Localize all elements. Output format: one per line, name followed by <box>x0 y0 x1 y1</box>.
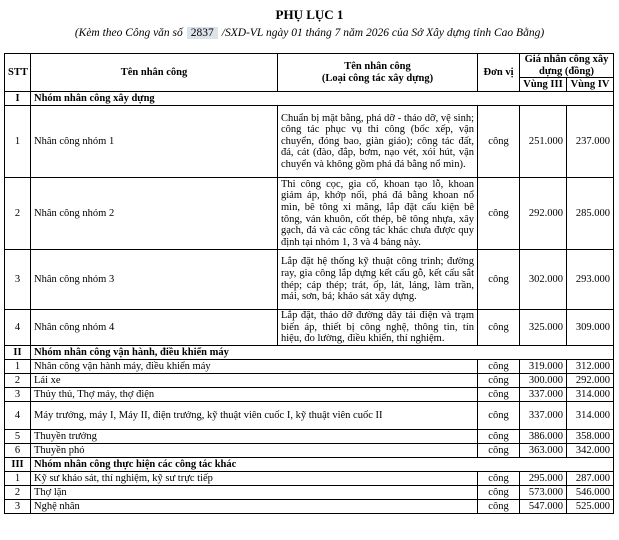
row-stt: 6 <box>5 444 31 458</box>
row-name: Lái xe <box>31 374 478 388</box>
row-zone-4: 314.000 <box>567 388 614 402</box>
row-zone-3: 251.000 <box>520 106 567 178</box>
row-stt: 5 <box>5 430 31 444</box>
row-zone-4: 293.000 <box>567 250 614 310</box>
row-unit: công <box>478 500 520 514</box>
page-title: PHỤ LỤC 1 <box>275 7 344 22</box>
row-zone-4: 312.000 <box>567 360 614 374</box>
row-unit: công <box>478 250 520 310</box>
row-zone-3: 292.000 <box>520 178 567 250</box>
section-title: Nhóm nhân công vận hành, điều khiển máy <box>31 346 614 360</box>
table-row <box>5 106 614 178</box>
section-row <box>5 346 614 360</box>
row-stt: 3 <box>5 500 31 514</box>
row-zone-4: 287.000 <box>567 472 614 486</box>
row-unit: công <box>478 374 520 388</box>
table-row <box>5 402 614 430</box>
row-zone-3: 337.000 <box>520 388 567 402</box>
row-name: Nhân công nhóm 2 <box>31 178 278 250</box>
subtitle-suffix: /SXD-VL ngày 01 tháng 7 năm 2026 của Sở Xây dựng tỉnh Cao Bằng) <box>221 27 545 39</box>
section-row <box>5 458 614 472</box>
row-stt: 4 <box>5 310 31 346</box>
row-stt: 4 <box>5 402 31 430</box>
row-zone-4: 309.000 <box>567 310 614 346</box>
table-row <box>5 472 614 486</box>
page-subtitle <box>0 27 619 39</box>
subtitle-prefix: (Kèm theo Công văn số <box>74 27 183 39</box>
table-row <box>5 430 614 444</box>
table-row <box>5 444 614 458</box>
header-work-type <box>278 54 478 92</box>
labor-cost-table <box>4 53 614 514</box>
row-name: Nhân công vận hành máy, điều khiển máy <box>31 360 478 374</box>
row-zone-3: 547.000 <box>520 500 567 514</box>
row-unit: công <box>478 310 520 346</box>
row-zone-3: 295.000 <box>520 472 567 486</box>
header-price: Giá nhân công xây dựng (đồng) <box>520 54 614 78</box>
row-zone-4: 314.000 <box>567 402 614 430</box>
section-title: Nhóm nhân công thực hiện các công tác khác <box>31 458 614 472</box>
row-stt: 2 <box>5 486 31 500</box>
table-row <box>5 178 614 250</box>
section-row <box>5 92 614 106</box>
row-name: Thuyền trưởng <box>31 430 478 444</box>
section-title: Nhóm nhân công xây dựng <box>31 92 614 106</box>
row-description: Chuẩn bị mặt bằng, phá dỡ - tháo dỡ, vệ sinh; công tác phục vụ thi công (bốc xếp, vận chuyển, đóng bao, giàn giáo); công tác đất, đá, cát (đào, đắp, bơm, nạo vét, xói hút, vận chuyển và không gồm phá đá bằng nổ mìn). <box>278 106 478 178</box>
row-zone-4: 237.000 <box>567 106 614 178</box>
header-work-type-line1: Tên nhân công <box>344 61 411 72</box>
row-unit: công <box>478 178 520 250</box>
row-name: Kỹ sư khảo sát, thí nghiệm, kỹ sư trực tiếp <box>31 472 478 486</box>
row-name: Thủy thủ, Thợ máy, thợ điện <box>31 388 478 402</box>
row-stt: 1 <box>5 106 31 178</box>
row-description: Lắp đặt hệ thống kỹ thuật công trình; đường ray, gia công lắp dựng kết cấu gỗ, kết cấu sắt thép; cáp thép; trát, ốp, lát, láng, làm trần, mái, sơn, bả; khảo sát xây dựng. <box>278 250 478 310</box>
row-stt: 2 <box>5 178 31 250</box>
row-zone-4: 546.000 <box>567 486 614 500</box>
row-zone-3: 337.000 <box>520 402 567 430</box>
section-number: III <box>5 458 31 472</box>
row-zone-4: 342.000 <box>567 444 614 458</box>
document-number: 2837 <box>187 27 218 39</box>
row-zone-3: 325.000 <box>520 310 567 346</box>
row-description: Lắp đặt, tháo dỡ đường dây tải điện và trạm biến áp, thiết bị công nghệ, thông tin, tín hiệu, đo lường, điều khiển, thí nghiệm. <box>278 310 478 346</box>
table-row <box>5 250 614 310</box>
row-unit: công <box>478 360 520 374</box>
row-unit: công <box>478 430 520 444</box>
header-zone-3: Vùng III <box>520 78 567 92</box>
row-zone-3: 573.000 <box>520 486 567 500</box>
header-work-type-line2: (Loại công tác xây dựng) <box>321 72 434 84</box>
row-zone-3: 363.000 <box>520 444 567 458</box>
row-name: Nghệ nhân <box>31 500 478 514</box>
row-unit: công <box>478 402 520 430</box>
header-name: Tên nhân công <box>31 54 278 92</box>
row-unit: công <box>478 486 520 500</box>
table-row <box>5 310 614 346</box>
table-row <box>5 374 614 388</box>
header-zone-4: Vùng IV <box>567 78 614 92</box>
row-stt: 1 <box>5 360 31 374</box>
table-row <box>5 360 614 374</box>
section-number: I <box>5 92 31 106</box>
row-zone-3: 300.000 <box>520 374 567 388</box>
table-row <box>5 486 614 500</box>
row-stt: 2 <box>5 374 31 388</box>
row-unit: công <box>478 388 520 402</box>
row-unit: công <box>478 472 520 486</box>
header-stt: STT <box>5 54 31 92</box>
row-zone-3: 302.000 <box>520 250 567 310</box>
row-zone-3: 386.000 <box>520 430 567 444</box>
row-unit: công <box>478 106 520 178</box>
row-description: Thi công cọc, gia cố, khoan tạo lỗ, khoan giảm áp, khớp nối, phá đá bằng khoan nổ mìn, bê tông xi măng, lắp đặt cấu kiện bê tông, ván khuôn, cốt thép, bê tông nhựa, xây gạch, đá và các công tác khác chưa được quy định tại nhóm 1, 3 và 4 bảng này. <box>278 178 478 250</box>
row-name: Máy trưởng, máy I, Máy II, điện trưởng, kỹ thuật viên cuốc I, kỹ thuật viên cuốc II <box>31 402 478 430</box>
table-row <box>5 500 614 514</box>
row-zone-4: 525.000 <box>567 500 614 514</box>
header-unit: Đơn vị <box>478 54 520 92</box>
row-unit: công <box>478 444 520 458</box>
table-row <box>5 388 614 402</box>
row-name: Thuyền phó <box>31 444 478 458</box>
row-zone-4: 292.000 <box>567 374 614 388</box>
row-name: Nhân công nhóm 1 <box>31 106 278 178</box>
row-name: Thợ lặn <box>31 486 478 500</box>
row-stt: 1 <box>5 472 31 486</box>
row-zone-3: 319.000 <box>520 360 567 374</box>
row-stt: 3 <box>5 388 31 402</box>
row-zone-4: 358.000 <box>567 430 614 444</box>
row-name: Nhân công nhóm 4 <box>31 310 278 346</box>
section-number: II <box>5 346 31 360</box>
table-header-row <box>5 54 614 78</box>
row-name: Nhân công nhóm 3 <box>31 250 278 310</box>
row-zone-4: 285.000 <box>567 178 614 250</box>
row-stt: 3 <box>5 250 31 310</box>
